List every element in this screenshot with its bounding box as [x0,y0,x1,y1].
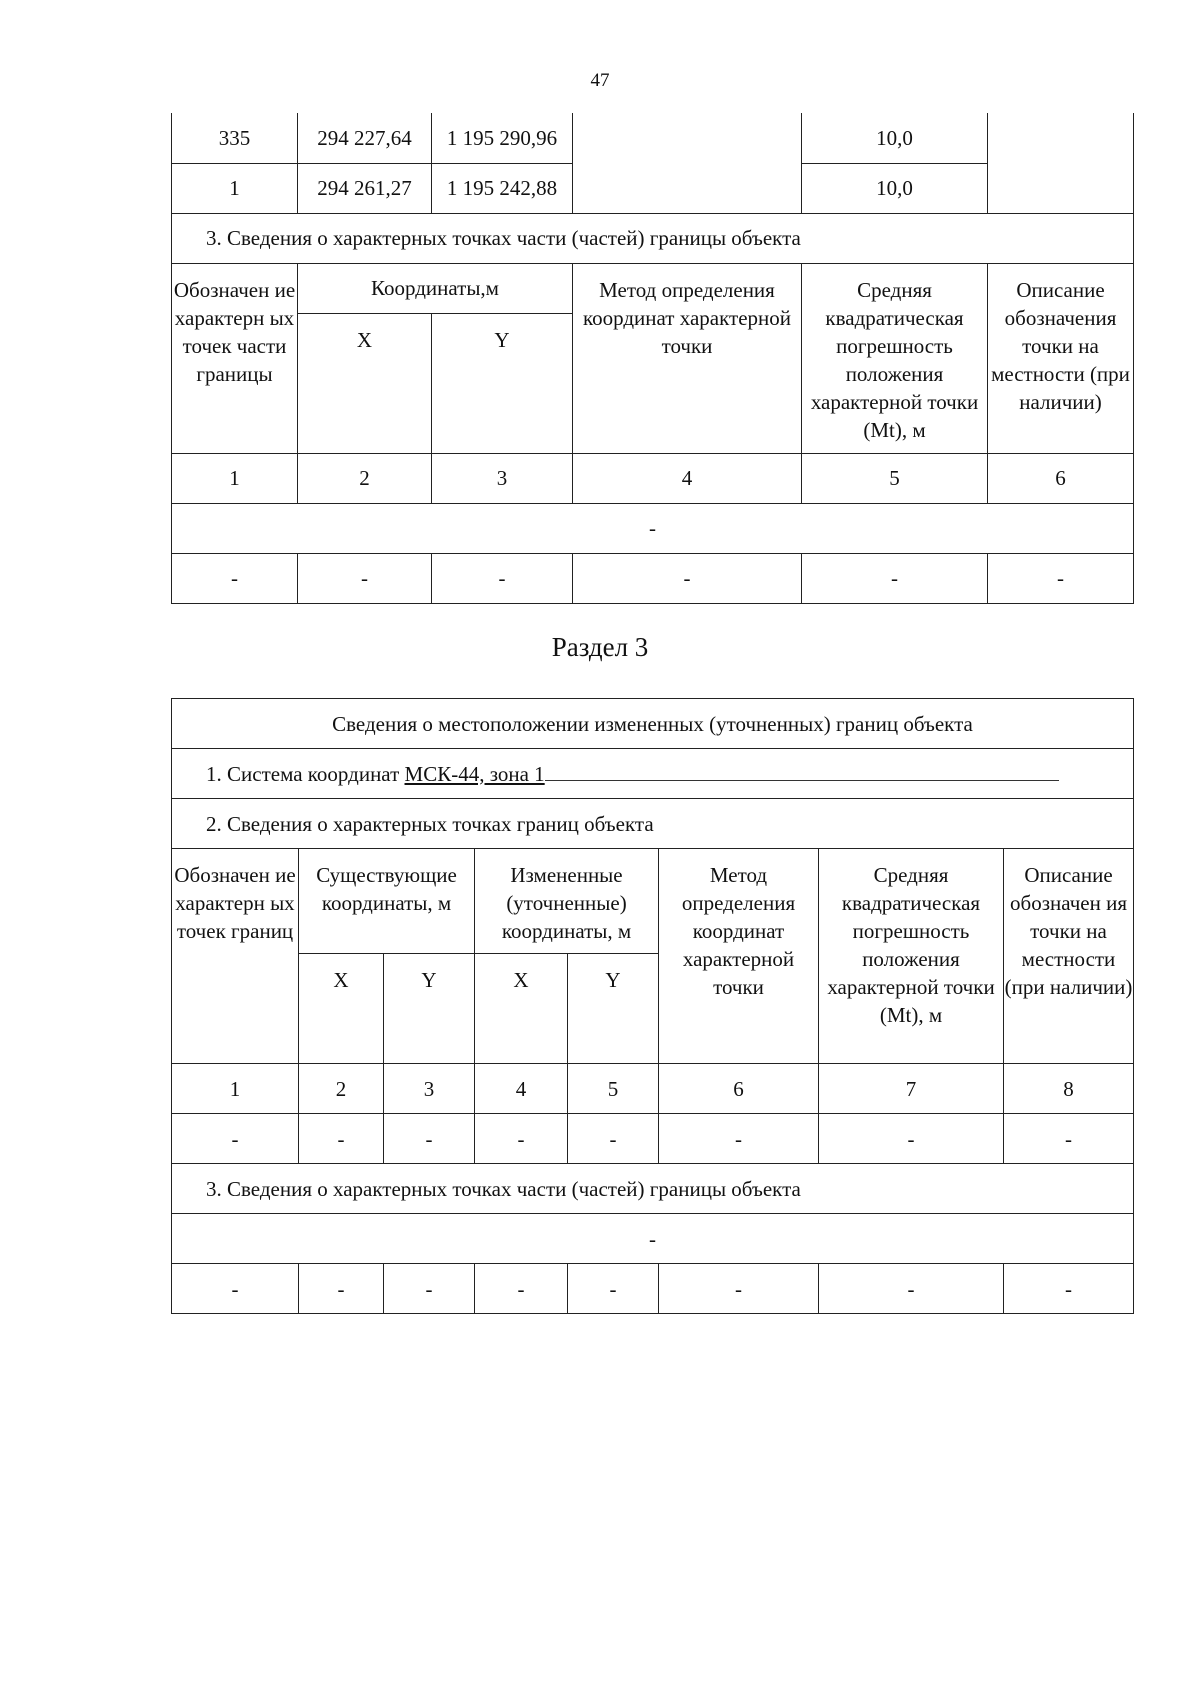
data-cell: - [568,1264,659,1314]
column-number-row [172,453,1134,503]
header-row [172,849,1134,954]
mt-cell: 10,0 [802,113,988,163]
data-cell: - [568,1114,659,1164]
column-number: 5 [802,453,988,503]
fill-line [545,760,1059,781]
column-number: 4 [573,453,802,503]
method-cell [573,163,802,213]
description-header: Описание обозначен ия точки на местности (при наличии) [1004,849,1134,1064]
coordinates-header: Координаты,м [298,263,573,313]
span-cell: - [172,1214,1134,1264]
data-cell: - [384,1264,475,1314]
section-title: Раздел 3 [551,632,649,662]
column-number-row [172,1064,1134,1114]
boundary-parts-table [171,113,1134,604]
data-cell: - [802,553,988,603]
y-coordinate-cell: 1 195 242,88 [432,163,573,213]
data-cell: - [299,1264,384,1314]
table-row [172,553,1134,603]
parts-section-title: 3. Сведения о характерных точках части (частей) границы объекта [172,213,1134,263]
data-cell: - [1004,1114,1134,1164]
page-number: 47 [590,70,610,91]
method-cell [573,113,802,163]
table-title: Сведения о местоположении измененных (уточненных) границ объекта [172,699,1134,749]
method-header: Метод определения координат характерной точки [573,263,802,453]
point-number-cell: 335 [172,113,298,163]
mt-header: Средняя квадратическая погрешность положения характерной точки (Mt), м [802,263,988,453]
section-title-row [172,213,1134,263]
header-row [172,263,1134,313]
mt-header: Средняя квадратическая погрешность положения характерной точки (Mt), м [819,849,1004,1064]
column-number: 2 [298,453,432,503]
span-cell: - [172,503,1134,553]
data-cell: - [819,1264,1004,1314]
column-number: 2 [299,1064,384,1114]
changed-x-header: X [475,954,568,1064]
column-number: 4 [475,1064,568,1114]
method-header: Метод определения координат характерной точки [659,849,819,1064]
title-row [172,699,1134,749]
section-title-row [172,799,1134,849]
data-cell: - [384,1114,475,1164]
existing-y-header: Y [384,954,475,1064]
mt-cell: 10,0 [802,163,988,213]
changed-y-header: Y [568,954,659,1064]
data-cell: - [298,553,432,603]
designation-header: Обозначен ие характерн ых точек части границы [172,263,298,453]
description-cell [988,113,1134,163]
data-cell: - [573,553,802,603]
x-header: X [298,313,432,453]
y-coordinate-cell: 1 195 290,96 [432,113,573,163]
x-coordinate-cell: 294 261,27 [298,163,432,213]
data-cell: - [299,1114,384,1164]
description-header: Описание обозначения точки на местности (при наличии) [988,263,1134,453]
column-number: 1 [172,1064,299,1114]
data-cell: - [172,553,298,603]
data-cell: - [819,1114,1004,1164]
table-row [172,113,1134,163]
coord-system-cell [172,749,1134,799]
table-row [172,1114,1134,1164]
data-cell: - [1004,1264,1134,1314]
y-header: Y [432,313,573,453]
parts-section-title: 3. Сведения о характерных точках части (частей) границы объекта [172,1164,1134,1214]
existing-x-header: X [299,954,384,1064]
section-title-row [172,1164,1134,1214]
coord-system-row [172,749,1134,799]
points-section-title: 2. Сведения о характерных точках границ объекта [172,799,1134,849]
coord-system-value: МСК-44, зона 1 [404,761,545,786]
table-row [172,1264,1134,1314]
x-coordinate-cell: 294 227,64 [298,113,432,163]
coord-system-label: 1. Система координат [206,761,400,786]
column-number: 3 [432,453,573,503]
data-cell: - [475,1114,568,1164]
point-number-cell: 1 [172,163,298,213]
existing-coordinates-header: Существующие координаты, м [299,849,475,954]
designation-header: Обозначен ие характерн ых точек границ [172,849,299,1064]
table-row [172,163,1134,213]
data-cell: - [988,553,1134,603]
column-number: 3 [384,1064,475,1114]
span-row [172,503,1134,553]
column-number: 8 [1004,1064,1134,1114]
column-number: 7 [819,1064,1004,1114]
changed-coordinates-header: Измененные (уточненные) координаты, м [475,849,659,954]
column-number: 1 [172,453,298,503]
description-cell [988,163,1134,213]
data-cell: - [172,1264,299,1314]
column-number: 5 [568,1064,659,1114]
data-cell: - [475,1264,568,1314]
data-cell: - [659,1264,819,1314]
column-number: 6 [988,453,1134,503]
data-cell: - [659,1114,819,1164]
data-cell: - [432,553,573,603]
data-cell: - [172,1114,299,1164]
span-row [172,1214,1134,1264]
changed-boundaries-table [171,698,1134,1314]
column-number: 6 [659,1064,819,1114]
